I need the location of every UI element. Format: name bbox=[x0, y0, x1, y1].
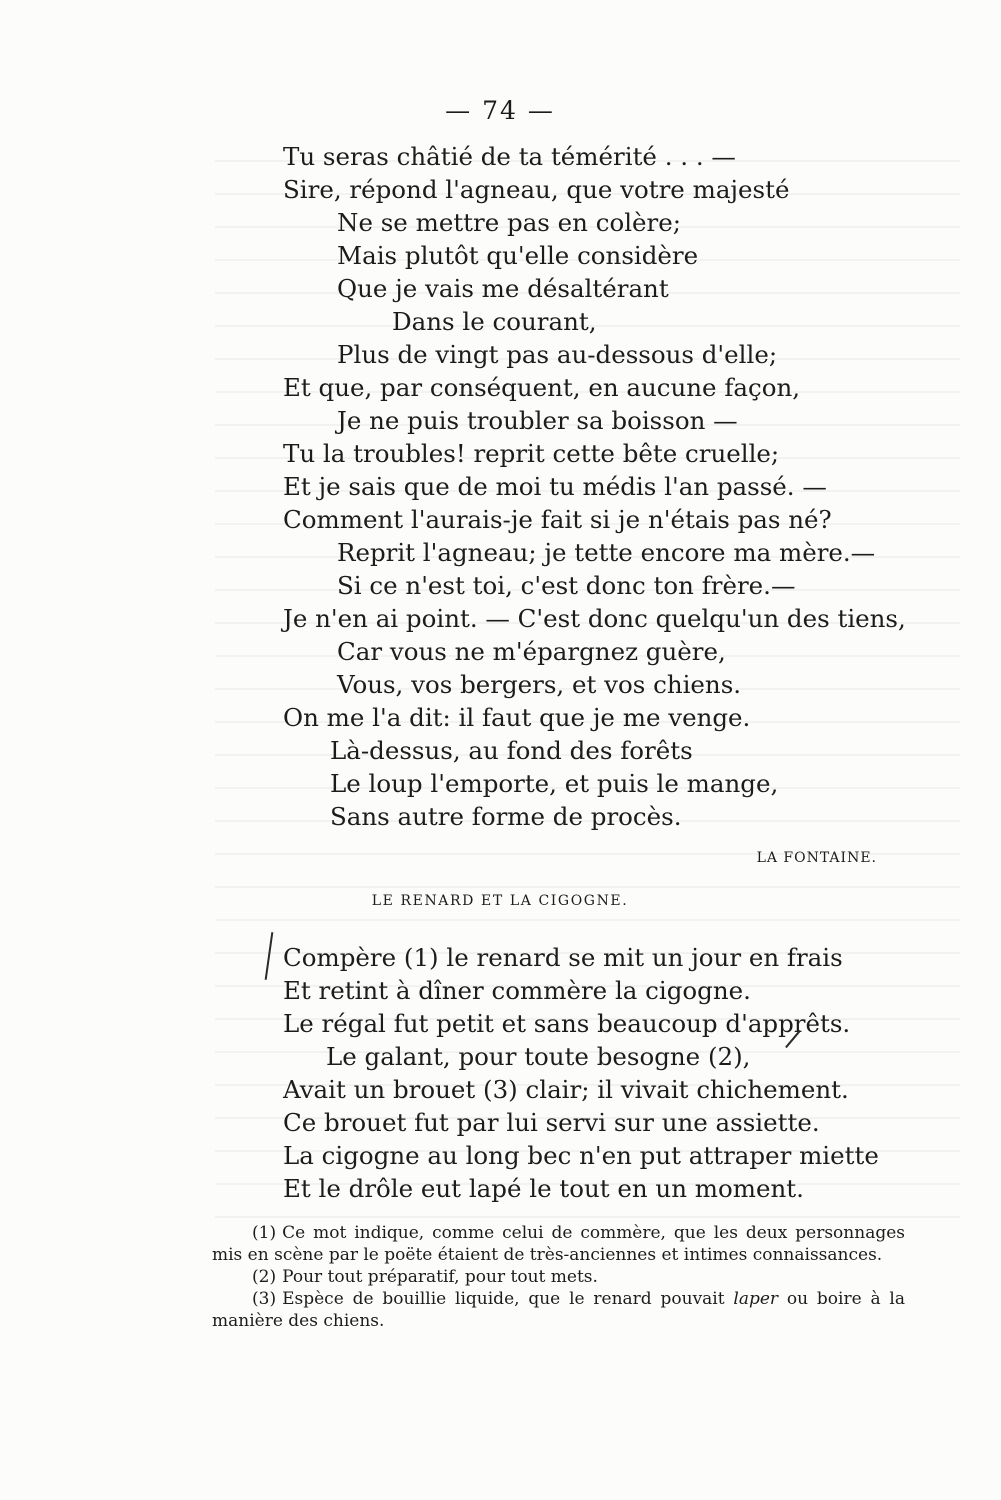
footnote-text: Espèce de bouillie liquide, que le renard pouvait bbox=[282, 1289, 725, 1309]
verse-line: Dans le courant, bbox=[392, 307, 597, 336]
verse-line: Tu seras châtié de ta témérité . . . — bbox=[283, 142, 736, 171]
verse-line: Tu la troubles! reprit cette bête cruelle; bbox=[283, 439, 780, 468]
verse-line: Reprit l'agneau; je tette encore ma mère.— bbox=[337, 538, 876, 567]
verse-line: Que je vais me désaltérant bbox=[337, 274, 669, 303]
pencil-mark bbox=[265, 932, 274, 980]
verse-line: Sire, répond l'agneau, que votre majesté bbox=[283, 175, 790, 204]
footnote-text: ou boire à la manière des chiens. bbox=[212, 1289, 905, 1331]
verse-line: Plus de vingt pas au-dessous d'elle; bbox=[337, 340, 778, 369]
verse-line: Là-dessus, au fond des forêts bbox=[330, 736, 693, 765]
footnotes bbox=[212, 1222, 905, 1332]
verse-line: Avait un brouet (3) clair; il vivait chichement. bbox=[283, 1075, 849, 1104]
footnote-marker: (1) bbox=[252, 1223, 277, 1243]
verse-line: Ne se mettre pas en colère; bbox=[337, 208, 681, 237]
verse-line: Car vous ne m'épargnez guère, bbox=[337, 637, 726, 666]
verse-line: Comment l'aurais-je fait si je n'étais pas né? bbox=[283, 505, 832, 534]
verse-line: Et retint à dîner commère la cigogne. bbox=[283, 976, 751, 1005]
footnote-marker: (2) bbox=[252, 1267, 277, 1287]
verse-line: La cigogne au long bec n'en put attraper miette bbox=[283, 1141, 879, 1170]
verse-line: Ce brouet fut par lui servi sur une assiette. bbox=[283, 1108, 820, 1137]
author-signature: LA FONTAINE. bbox=[756, 850, 877, 866]
page-number: — 74 — bbox=[445, 96, 555, 125]
section-title: LE RENARD ET LA CIGOGNE. bbox=[371, 893, 629, 909]
footnote-1-continued bbox=[212, 1244, 905, 1266]
verse-line: Vous, vos bergers, et vos chiens. bbox=[337, 670, 742, 699]
footnote-text: mis en scène par le poëte étaient de très-anciennes et intimes connaissances. bbox=[212, 1245, 883, 1265]
verse-line: Mais plutôt qu'elle considère bbox=[337, 241, 699, 270]
verse-line: Je ne puis troubler sa boisson — bbox=[337, 406, 738, 435]
footnote-text: Pour tout préparatif, pour tout mets. bbox=[282, 1267, 598, 1287]
verse-line: Sans autre forme de procès. bbox=[330, 802, 682, 831]
verse-line: Compère (1) le renard se mit un jour en frais bbox=[283, 943, 843, 972]
verse-line: On me l'a dit: il faut que je me venge. bbox=[283, 703, 751, 732]
footnote-1 bbox=[212, 1222, 905, 1244]
footnote-marker: (3) bbox=[252, 1289, 277, 1309]
verse-line: Et je sais que de moi tu médis l'an passé. — bbox=[283, 472, 827, 501]
verse-line: Le galant, pour toute besogne (2), bbox=[326, 1042, 751, 1071]
verse-line: Et que, par conséquent, en aucune façon, bbox=[283, 373, 801, 402]
verse-line: Je n'en ai point. — C'est donc quelqu'un des tiens, bbox=[283, 604, 906, 633]
verse-line: Le loup l'emporte, et puis le mange, bbox=[330, 769, 779, 798]
footnote-2 bbox=[212, 1266, 905, 1288]
verse-line: Et le drôle eut lapé le tout en un moment. bbox=[283, 1174, 804, 1203]
verse-line: Le régal fut petit et sans beaucoup d'apprêts. bbox=[283, 1009, 851, 1038]
verse-line: Si ce n'est toi, c'est donc ton frère.— bbox=[337, 571, 796, 600]
footnote-3 bbox=[212, 1288, 905, 1332]
footnote-emphasis: laper bbox=[733, 1289, 779, 1309]
footnote-text: Ce mot indique, comme celui de commère, que les deux personnages bbox=[282, 1223, 905, 1243]
